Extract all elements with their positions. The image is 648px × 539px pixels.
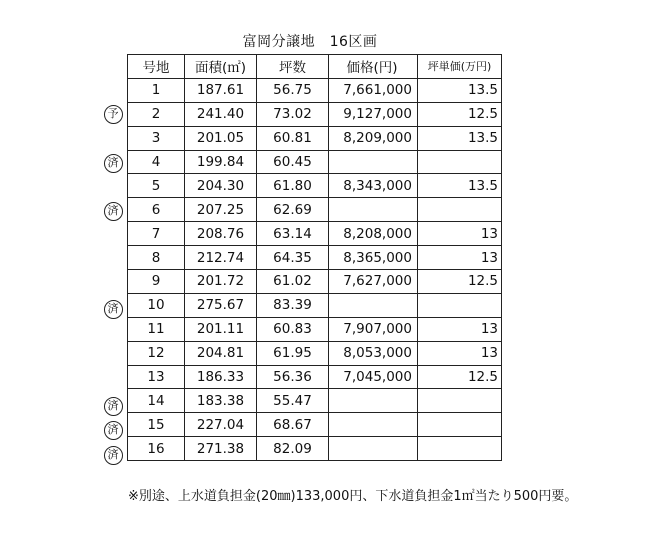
header-unit-price: 坪単価(万円): [418, 55, 502, 79]
status-mark-column: [101, 78, 125, 468]
table-row: [128, 198, 502, 222]
mark-slot: [101, 297, 125, 321]
area-cell: 212.74: [185, 246, 257, 270]
area-cell: 183.38: [185, 389, 257, 413]
unit-price-cell: 13.5: [418, 126, 502, 150]
unit-price-cell: [418, 437, 502, 461]
footnote: ※別途、上水道負担金(20㎜)133,000円、下水道負担金1㎡当たり500円要。: [128, 489, 578, 504]
price-cell: [329, 437, 418, 461]
mark-slot: [101, 443, 125, 467]
mark-slot: [101, 200, 125, 224]
tsubo-cell: 83.39: [257, 293, 329, 317]
tsubo-cell: 64.35: [257, 246, 329, 270]
table-body: [128, 78, 502, 460]
price-cell: 7,045,000: [329, 365, 418, 389]
price-cell: 8,365,000: [329, 246, 418, 270]
price-cell: 8,209,000: [329, 126, 418, 150]
unit-price-cell: 12.5: [418, 270, 502, 294]
tsubo-cell: 68.67: [257, 413, 329, 437]
price-cell: 9,127,000: [329, 102, 418, 126]
header-area: 面積(㎡): [185, 55, 257, 79]
unit-price-cell: [418, 198, 502, 222]
table-row: [128, 78, 502, 102]
unit-price-cell: 13.5: [418, 78, 502, 102]
tsubo-cell: 82.09: [257, 437, 329, 461]
table-row: [128, 270, 502, 294]
page-title: 富岡分譲地 16区画: [242, 34, 378, 50]
price-cell: [329, 389, 418, 413]
tsubo-cell: 60.45: [257, 150, 329, 174]
table-row: [128, 413, 502, 437]
lot-number-cell: 6: [128, 198, 185, 222]
tsubo-cell: 61.95: [257, 341, 329, 365]
tsubo-cell: 60.83: [257, 317, 329, 341]
table-row: [128, 246, 502, 270]
area-cell: 186.33: [185, 365, 257, 389]
unit-price-cell: [418, 150, 502, 174]
table-row: [128, 126, 502, 150]
area-cell: 199.84: [185, 150, 257, 174]
lot-number-cell: 14: [128, 389, 185, 413]
area-cell: 187.61: [185, 78, 257, 102]
mark-slot: [101, 419, 125, 443]
area-cell: 207.25: [185, 198, 257, 222]
lot-number-cell: 1: [128, 78, 185, 102]
mark-slot: [101, 346, 125, 370]
tsubo-cell: 61.02: [257, 270, 329, 294]
mark-slot: [101, 394, 125, 418]
sold-stamp: 済: [104, 397, 123, 416]
price-cell: [329, 413, 418, 437]
sold-stamp: 済: [104, 300, 123, 319]
tsubo-cell: 73.02: [257, 102, 329, 126]
lot-number-cell: 10: [128, 293, 185, 317]
area-cell: 227.04: [185, 413, 257, 437]
mark-slot: [101, 273, 125, 297]
lot-number-cell: 5: [128, 174, 185, 198]
price-cell: 8,343,000: [329, 174, 418, 198]
table-row: [128, 365, 502, 389]
area-cell: 204.81: [185, 341, 257, 365]
mark-slot: [101, 175, 125, 199]
unit-price-cell: 12.5: [418, 102, 502, 126]
table-row: [128, 341, 502, 365]
header-lot-number: 号地: [128, 55, 185, 79]
price-cell: 7,627,000: [329, 270, 418, 294]
table-row: [128, 174, 502, 198]
header-price: 価格(円): [329, 55, 418, 79]
mark-slot: [101, 151, 125, 175]
table-header-row: [128, 55, 502, 79]
mark-slot: [101, 370, 125, 394]
lot-number-cell: 13: [128, 365, 185, 389]
tsubo-cell: 63.14: [257, 222, 329, 246]
table-row: [128, 222, 502, 246]
unit-price-cell: 12.5: [418, 365, 502, 389]
lot-number-cell: 15: [128, 413, 185, 437]
mark-slot: [101, 248, 125, 272]
unit-price-cell: [418, 389, 502, 413]
area-cell: 271.38: [185, 437, 257, 461]
lot-number-cell: 12: [128, 341, 185, 365]
lot-table: [127, 54, 502, 461]
tsubo-cell: 56.75: [257, 78, 329, 102]
unit-price-cell: 13: [418, 246, 502, 270]
unit-price-cell: 13: [418, 341, 502, 365]
mark-slot: [101, 127, 125, 151]
unit-price-cell: 13: [418, 317, 502, 341]
lot-number-cell: 4: [128, 150, 185, 174]
price-cell: [329, 150, 418, 174]
price-cell: 7,907,000: [329, 317, 418, 341]
lot-number-cell: 7: [128, 222, 185, 246]
lot-number-cell: 2: [128, 102, 185, 126]
lot-number-cell: 11: [128, 317, 185, 341]
sold-stamp: 済: [104, 154, 123, 173]
area-cell: 201.05: [185, 126, 257, 150]
tsubo-cell: 62.69: [257, 198, 329, 222]
lot-number-cell: 16: [128, 437, 185, 461]
header-tsubo: 坪数: [257, 55, 329, 79]
unit-price-cell: [418, 413, 502, 437]
table-row: [128, 150, 502, 174]
price-cell: [329, 293, 418, 317]
unit-price-cell: [418, 293, 502, 317]
mark-slot: [101, 321, 125, 345]
mark-slot: [101, 102, 125, 126]
area-cell: 201.11: [185, 317, 257, 341]
area-cell: 204.30: [185, 174, 257, 198]
price-cell: 7,661,000: [329, 78, 418, 102]
unit-price-cell: 13.5: [418, 174, 502, 198]
lot-number-cell: 9: [128, 270, 185, 294]
lot-number-cell: 8: [128, 246, 185, 270]
lot-number-cell: 3: [128, 126, 185, 150]
sold-stamp: 済: [104, 421, 123, 440]
reserved-stamp: 予: [104, 105, 123, 124]
tsubo-cell: 56.36: [257, 365, 329, 389]
table-row: [128, 102, 502, 126]
mark-slot: [101, 224, 125, 248]
sold-stamp: 済: [104, 202, 123, 221]
tsubo-cell: 60.81: [257, 126, 329, 150]
tsubo-cell: 55.47: [257, 389, 329, 413]
area-cell: 201.72: [185, 270, 257, 294]
table-row: [128, 389, 502, 413]
price-cell: 8,053,000: [329, 341, 418, 365]
unit-price-cell: 13: [418, 222, 502, 246]
table-row: [128, 437, 502, 461]
table-row: [128, 293, 502, 317]
tsubo-cell: 61.80: [257, 174, 329, 198]
area-cell: 241.40: [185, 102, 257, 126]
price-cell: 8,208,000: [329, 222, 418, 246]
area-cell: 208.76: [185, 222, 257, 246]
table-row: [128, 317, 502, 341]
mark-slot: [101, 78, 125, 102]
price-cell: [329, 198, 418, 222]
sold-stamp: 済: [104, 446, 123, 465]
area-cell: 275.67: [185, 293, 257, 317]
